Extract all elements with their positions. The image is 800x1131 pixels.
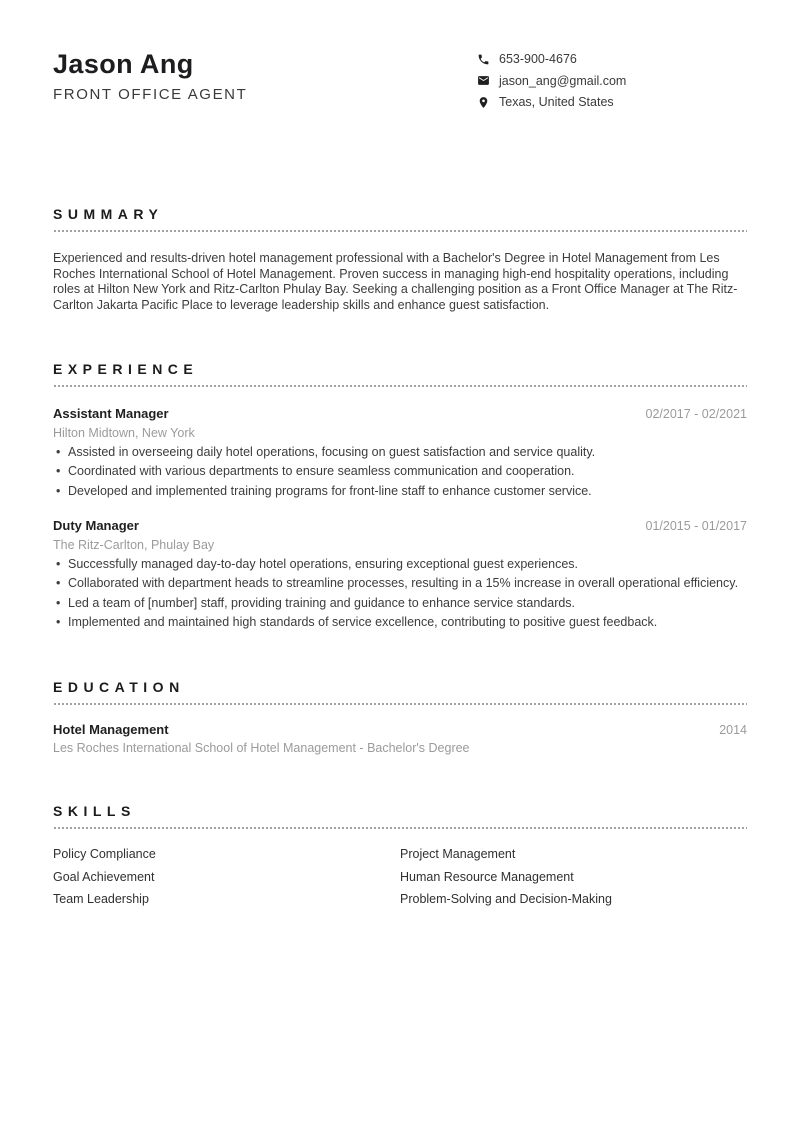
contact-row-phone (477, 52, 747, 66)
contact-info (477, 49, 747, 109)
job-bullet: • Implemented and maintained high standards of service excellence, contributing to positive guest feedback. (53, 615, 747, 631)
education-heading: EDUCATION (53, 678, 185, 695)
job-company: The Ritz-Carlton, Phulay Bay (53, 537, 215, 552)
job-bullet: • Coordinated with various departments to ensure seamless communication and cooperation. (53, 464, 747, 480)
section-education (53, 680, 747, 756)
job-bullet: • Assisted in overseeing daily hotel operations, focusing on guest satisfaction and service quality. (53, 445, 747, 461)
location-icon (477, 96, 490, 109)
job-title: Assistant Manager (53, 406, 169, 421)
person-job-title: FRONT OFFICE AGENT (53, 86, 248, 103)
section-divider (53, 827, 747, 829)
education-year: 2014 (719, 722, 747, 737)
skill-item: Team Leadership (53, 892, 149, 906)
header (53, 49, 747, 109)
contact-row-email (477, 74, 747, 88)
section-skills (53, 804, 747, 906)
job-dates: 01/2015 - 01/2017 (645, 519, 747, 533)
section-experience (53, 362, 747, 631)
section-summary (53, 207, 747, 313)
job-bullet: • Led a team of [number] staff, providing training and guidance to enhance service standards. (53, 596, 747, 612)
experience-entry (53, 518, 747, 631)
contact-row-location (477, 95, 747, 109)
skill-item: Human Resource Management (400, 869, 574, 884)
summary-heading: SUMMARY (53, 206, 164, 222)
experience-heading: EXPERIENCE (53, 361, 199, 377)
education-title-row (53, 722, 747, 738)
location-text: Texas, United States (499, 95, 614, 109)
job-bullet: • Successfully managed day-to-day hotel operations, ensuring exceptional guest experiences. (53, 557, 747, 573)
job-bullet: • Developed and implemented training programs for front-line staff to enhance customer service. (53, 484, 747, 500)
summary-text: Experienced and results-driven hotel management professional with a Bachelor's Degree in Hotel Management from Les Roches International School of Hotel Management. Proven success in managing high-end hospitality operations, including roles at Hilton New York and Ritz-Carlton Phulay Bay. Seeking a challenging position as a Front Office Manager at The Ritz-Carlton Jakarta Pacific Place to leverage leadership skills and enhance guest satisfaction. (53, 251, 738, 312)
section-divider (53, 703, 747, 705)
job-company: Hilton Midtown, New York (53, 425, 195, 440)
section-divider (53, 230, 747, 232)
skills-heading: SKILLS (53, 803, 136, 819)
education-entry (53, 722, 747, 756)
name-block (53, 49, 477, 104)
job-title-row (53, 518, 747, 534)
skill-item: Project Management (400, 847, 516, 861)
job-title: Duty Manager (53, 518, 139, 533)
email-icon (477, 74, 490, 87)
person-name: Jason Ang (53, 49, 194, 79)
job-bullet-list (53, 445, 747, 500)
education-degree: Hotel Management (53, 721, 169, 737)
job-bullet: • Collaborated with department heads to streamline processes, resulting in a 15% increase in overall operational efficiency. (53, 576, 747, 592)
job-title-row (53, 406, 747, 422)
skill-item: Goal Achievement (53, 869, 155, 884)
section-divider (53, 385, 747, 387)
skills-list (53, 847, 747, 906)
phone-icon (477, 53, 490, 66)
education-school: Les Roches International School of Hotel Management - Bachelor's Degree (53, 741, 470, 755)
job-bullet-list (53, 557, 747, 631)
phone-number: 653-900-4676 (499, 52, 577, 66)
skill-item: Policy Compliance (53, 847, 156, 861)
skill-item: Problem-Solving and Decision-Making (400, 892, 612, 906)
job-dates: 02/2017 - 02/2021 (645, 407, 747, 421)
experience-entry (53, 406, 747, 499)
email-address: jason_ang@gmail.com (499, 73, 627, 88)
